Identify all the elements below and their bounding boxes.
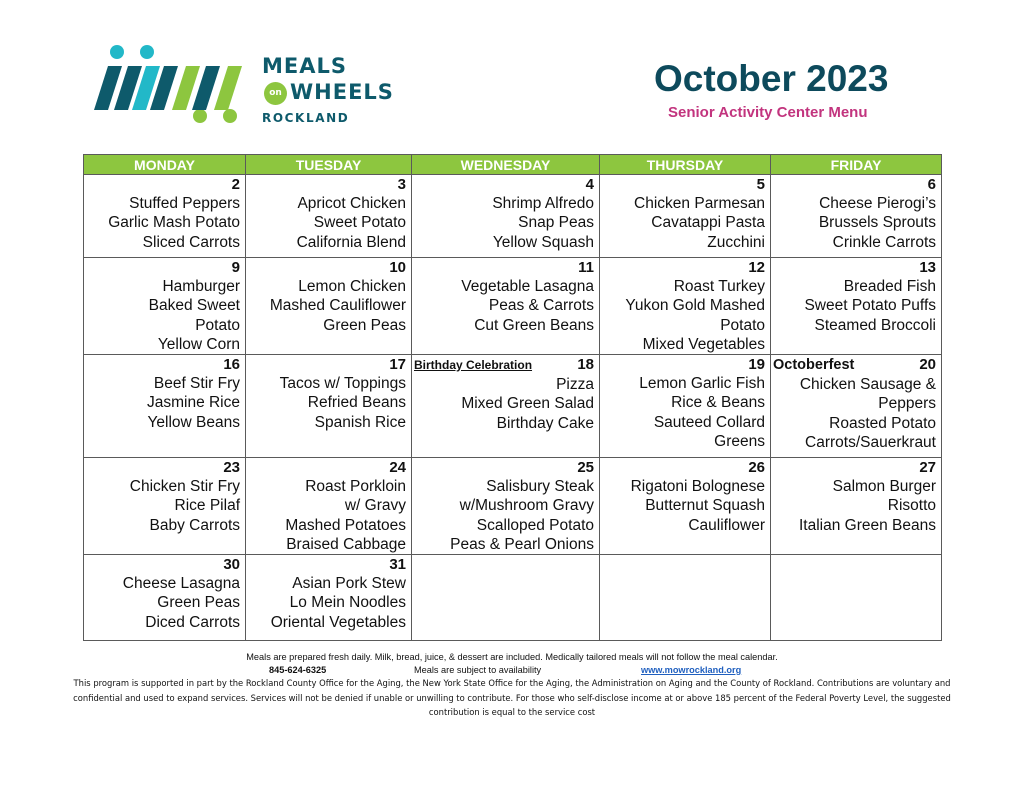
menu-item: Lo Mein Noodles bbox=[289, 594, 406, 612]
weekday-header: FRIDAY bbox=[771, 155, 942, 175]
menu-item: Cauliflower bbox=[688, 516, 765, 534]
day-cell bbox=[771, 258, 942, 355]
weekday-header: TUESDAY bbox=[246, 155, 412, 175]
day-number: 4 bbox=[585, 176, 594, 193]
menu-item: Chicken Parmesan bbox=[634, 195, 765, 213]
day-number: 10 bbox=[389, 259, 406, 276]
menu-item: w/ Gravy bbox=[344, 497, 406, 515]
special-event-label: Octoberfest bbox=[773, 357, 855, 374]
day-cell bbox=[84, 258, 246, 355]
day-number: 16 bbox=[223, 356, 240, 374]
day-cell bbox=[771, 355, 942, 458]
menu-item: Beef Stir Fry bbox=[153, 375, 240, 393]
day-number: 31 bbox=[389, 556, 406, 574]
day-number: 3 bbox=[397, 176, 406, 193]
footer-note: Meals are prepared fresh daily. Milk, bread, juice, & dessert are included. Medically tailored meals will not follow the meal calendar. bbox=[246, 652, 778, 662]
weekday-header: THURSDAY bbox=[600, 155, 771, 175]
menu-item: Refried Beans bbox=[307, 394, 406, 412]
menu-item: Cavatappi Pasta bbox=[651, 214, 765, 232]
availability-note: Meals are subject to availability bbox=[414, 665, 542, 675]
menu-item: Baked Sweet bbox=[148, 297, 240, 315]
menu-item: Butternut Squash bbox=[645, 497, 765, 515]
menu-item: Sweet Potato bbox=[313, 214, 406, 232]
day-cell bbox=[246, 355, 412, 458]
day-number: 30 bbox=[223, 556, 240, 574]
day-cell bbox=[84, 458, 246, 555]
day-number: 12 bbox=[748, 259, 765, 276]
day-cell bbox=[84, 355, 246, 458]
day-cell bbox=[600, 355, 771, 458]
menu-calendar bbox=[83, 154, 942, 641]
menu-item: Salisbury Steak bbox=[486, 478, 594, 496]
menu-item: Steamed Broccoli bbox=[814, 316, 936, 334]
day-cell bbox=[84, 175, 246, 258]
week-row bbox=[84, 458, 942, 555]
logo-on: on bbox=[264, 82, 287, 105]
menu-item: Rice & Beans bbox=[671, 394, 765, 412]
day-number: 13 bbox=[919, 259, 936, 276]
day-cell bbox=[600, 458, 771, 555]
menu-item: Chicken Sausage & bbox=[799, 376, 936, 394]
menu-item: Lemon Chicken bbox=[298, 278, 406, 296]
menu-item: Roast Turkey bbox=[673, 278, 765, 296]
day-cell bbox=[600, 175, 771, 258]
menu-item: Mixed Vegetables bbox=[642, 335, 765, 353]
menu-item: Cheese Lasagna bbox=[122, 575, 240, 593]
menu-item: Yukon Gold Mashed bbox=[625, 297, 765, 315]
day-header bbox=[773, 355, 936, 375]
funding-disclaimer: This program is supported in part by the Rockland County Office for the Aging, the New York State Office for the Aging, the Administration on Aging and the County of Rockland. Contributions are voluntary and confidential and used to expand services. Services will not be denied if unable or unwilling to contribute. For those who self-disclose income at or above 185 percent of the Federal Poverty Level, the suggested contribution is equal to the service cost bbox=[73, 678, 951, 717]
day-number: 23 bbox=[223, 459, 240, 477]
menu-item: Asian Pork Stew bbox=[292, 575, 406, 593]
menu-item: Carrots/Sauerkraut bbox=[805, 433, 936, 451]
menu-item: Shrimp Alfredo bbox=[492, 195, 594, 213]
menu-item: Italian Green Beans bbox=[798, 516, 936, 534]
menu-item: Cheese Pierogi’s bbox=[819, 195, 936, 213]
week-row bbox=[84, 175, 942, 258]
day-cell bbox=[246, 258, 412, 355]
menu-item: Greens bbox=[714, 432, 765, 450]
menu-item: Breaded Fish bbox=[843, 278, 936, 296]
page-title: October 2023 bbox=[654, 58, 889, 99]
weekday-header-row bbox=[84, 155, 942, 175]
menu-item: Sliced Carrots bbox=[142, 233, 240, 251]
menu-item: Yellow Squash bbox=[492, 233, 594, 251]
menu-item: Sauteed Collard bbox=[653, 413, 765, 431]
day-cell bbox=[771, 555, 942, 641]
day-number: 25 bbox=[577, 459, 594, 477]
menu-item: Stuffed Peppers bbox=[129, 195, 240, 213]
menu-item: Garlic Mash Potato bbox=[108, 214, 240, 232]
day-cell bbox=[412, 175, 600, 258]
menu-item: Pizza bbox=[556, 376, 594, 394]
special-event-label: Birthday Celebration bbox=[414, 358, 533, 373]
menu-item: Diced Carrots bbox=[145, 613, 240, 631]
weekday-header: MONDAY bbox=[84, 155, 246, 175]
day-cell bbox=[412, 458, 600, 555]
menu-item: Mashed Cauliflower bbox=[269, 297, 406, 315]
week-row bbox=[84, 555, 942, 641]
menu-item: Roast Porkloin bbox=[305, 478, 406, 496]
menu-item: Risotto bbox=[887, 497, 936, 515]
page-subtitle: Senior Activity Center Menu bbox=[668, 104, 868, 121]
menu-item: Baby Carrots bbox=[149, 516, 240, 534]
menu-item: Snap Peas bbox=[518, 214, 594, 232]
menu-item: Tacos w/ Toppings bbox=[279, 375, 406, 393]
logo-mark-icon bbox=[92, 44, 257, 126]
website-link[interactable]: www.mowrockland.org bbox=[641, 665, 742, 675]
menu-item: Apricot Chicken bbox=[297, 195, 406, 213]
day-cell bbox=[246, 458, 412, 555]
day-number: 20 bbox=[919, 356, 936, 374]
phone-number: 845-624-6325 bbox=[269, 665, 327, 675]
menu-item: Yellow Corn bbox=[157, 335, 240, 353]
menu-item: Peas & Pearl Onions bbox=[450, 535, 594, 553]
day-cell bbox=[84, 555, 246, 641]
menu-item: Spanish Rice bbox=[314, 413, 406, 431]
day-cell bbox=[600, 258, 771, 355]
menu-item: Cut Green Beans bbox=[474, 316, 594, 334]
menu-item: w/Mushroom Gravy bbox=[459, 497, 594, 515]
menu-item: Jasmine Rice bbox=[146, 394, 240, 412]
menu-item: Potato bbox=[195, 316, 240, 334]
menu-item: Birthday Cake bbox=[496, 414, 594, 432]
day-cell bbox=[412, 355, 600, 458]
menu-item: Yellow Beans bbox=[147, 413, 240, 431]
menu-item: Salmon Burger bbox=[832, 478, 936, 496]
day-number: 5 bbox=[756, 176, 765, 193]
day-cell bbox=[771, 175, 942, 258]
footer bbox=[0, 651, 1024, 720]
menu-item: Sweet Potato Puffs bbox=[804, 297, 936, 315]
menu-item: Green Peas bbox=[157, 594, 240, 612]
day-number: 2 bbox=[231, 176, 240, 193]
menu-item: Scalloped Potato bbox=[476, 516, 594, 534]
menu-item: Braised Cabbage bbox=[286, 535, 406, 553]
menu-item: California Blend bbox=[296, 233, 406, 251]
day-number: 9 bbox=[231, 259, 240, 276]
menu-item: Chicken Stir Fry bbox=[129, 478, 240, 496]
logo-rockland: ROCKLAND bbox=[262, 111, 350, 125]
day-number: 6 bbox=[927, 176, 936, 193]
menu-item: Zucchini bbox=[707, 233, 765, 251]
menu-item: Brussels Sprouts bbox=[818, 214, 936, 232]
menu-item: Mashed Potatoes bbox=[285, 516, 406, 534]
day-cell bbox=[771, 458, 942, 555]
logo-meals: MEALS bbox=[262, 54, 348, 78]
week-row bbox=[84, 258, 942, 355]
day-cell bbox=[412, 555, 600, 641]
day-cell bbox=[246, 175, 412, 258]
menu-item: Hamburger bbox=[162, 278, 240, 296]
menu-item: Green Peas bbox=[323, 316, 406, 334]
day-cell bbox=[246, 555, 412, 641]
menu-item: Rice Pilaf bbox=[174, 497, 240, 515]
logo-wheels: WHEELS bbox=[290, 80, 394, 104]
day-number: 18 bbox=[577, 356, 594, 374]
weekday-header: WEDNESDAY bbox=[412, 155, 600, 175]
day-number: 11 bbox=[578, 259, 594, 276]
menu-item: Roasted Potato bbox=[829, 414, 936, 432]
day-cell bbox=[412, 258, 600, 355]
day-number: 24 bbox=[389, 459, 406, 477]
menu-item: Oriental Vegetables bbox=[270, 613, 406, 631]
menu-item: Peppers bbox=[878, 395, 936, 413]
day-header bbox=[414, 355, 594, 375]
day-cell bbox=[600, 555, 771, 641]
menu-item: Peas & Carrots bbox=[488, 297, 594, 315]
week-row bbox=[84, 355, 942, 458]
menu-item: Crinkle Carrots bbox=[832, 233, 936, 251]
menu-item: Rigatoni Bolognese bbox=[630, 478, 765, 496]
day-number: 26 bbox=[748, 459, 765, 477]
day-number: 17 bbox=[389, 356, 406, 374]
menu-item: Lemon Garlic Fish bbox=[639, 375, 765, 393]
menu-item: Vegetable Lasagna bbox=[461, 278, 594, 296]
meals-on-wheels-logo bbox=[92, 44, 392, 126]
menu-item: Mixed Green Salad bbox=[461, 395, 594, 413]
day-number: 27 bbox=[919, 459, 936, 477]
menu-item: Potato bbox=[720, 316, 765, 334]
day-number: 19 bbox=[748, 356, 765, 374]
